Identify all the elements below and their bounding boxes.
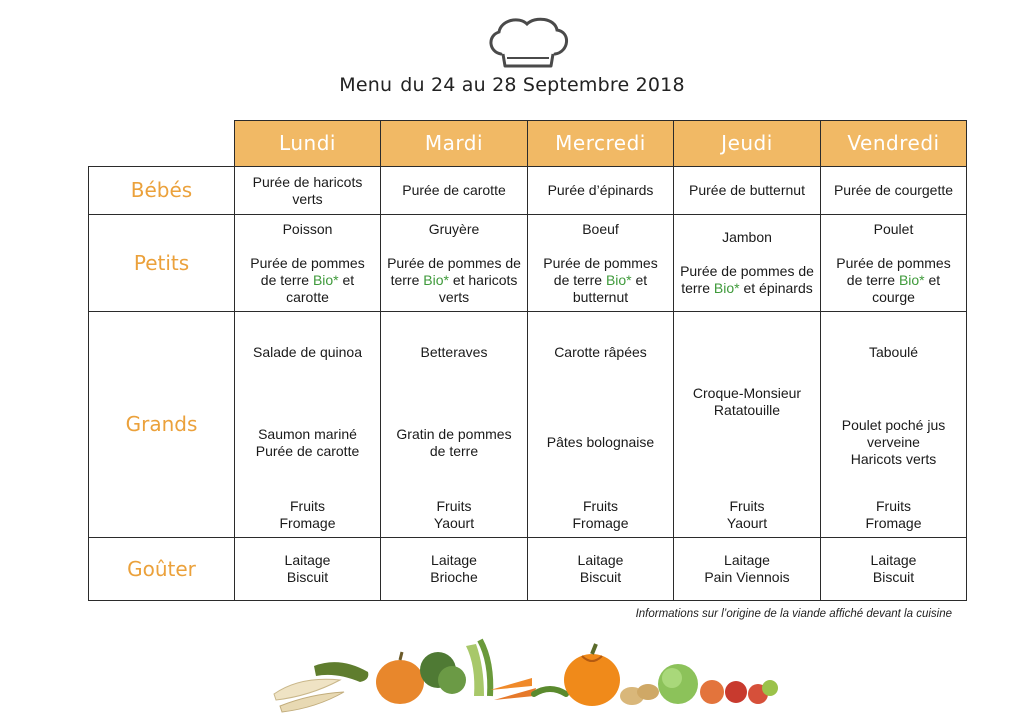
cell-gouter-mercredi <box>528 538 674 601</box>
gouter-item-2: Biscuit <box>872 569 915 585</box>
cell-bebes-lundi: Purée de haricots verts <box>235 167 381 215</box>
petits-puree: Purée de pommes de terre <box>387 254 521 288</box>
title-word: Menu <box>339 74 393 96</box>
cell-bebes-jeudi: Purée de butternut <box>674 167 821 215</box>
cell-grands-mercredi <box>528 312 674 538</box>
bio-label: Bio* <box>713 280 740 296</box>
grands-dessert-2: Fromage <box>572 515 629 531</box>
row-petits <box>89 215 967 312</box>
gouter-item: Laitage <box>431 552 477 568</box>
bio-label: Bio* <box>423 271 449 288</box>
gouter-item: Laitage <box>724 552 770 568</box>
row-label-petits: Petits <box>89 215 235 312</box>
gouter-item-2: Biscuit <box>286 569 329 585</box>
grands-dessert-2: Yaourt <box>726 515 768 531</box>
petits-puree-end: et butternut <box>572 271 648 305</box>
petits-main: Jambon <box>722 229 772 245</box>
petits-puree-end: et haricots verts <box>438 271 518 305</box>
cell-gouter-mardi <box>381 538 528 601</box>
cell-petits-jeudi <box>674 215 821 312</box>
grands-plat: Croque-Monsieur <box>692 385 802 401</box>
cell-petits-lundi <box>235 215 381 312</box>
cell-gouter-lundi <box>235 538 381 601</box>
grands-dessert-2: Fromage <box>865 515 922 531</box>
petits-main: Poisson <box>282 220 333 237</box>
cell-bebes-mardi: Purée de carotte <box>381 167 528 215</box>
row-label-gouter: Goûter <box>89 538 235 601</box>
row-grands <box>89 312 967 538</box>
vegetables-illustration <box>270 636 780 716</box>
petits-puree: Purée de pommes de terre <box>680 263 814 296</box>
row-bebes <box>89 167 967 215</box>
grands-dessert: Fruits <box>729 498 765 514</box>
grands-dessert: Fruits <box>436 498 472 514</box>
cell-grands-jeudi <box>674 312 821 538</box>
petits-puree-end: et courge <box>872 271 941 305</box>
row-gouter <box>89 538 967 601</box>
gouter-item: Laitage <box>284 552 331 568</box>
table-corner <box>89 121 235 167</box>
gouter-item: Laitage <box>577 552 624 568</box>
header-day-jeudi: Jeudi <box>674 121 821 167</box>
grands-plat: Pâtes bolognaise <box>546 434 655 450</box>
cell-bebes-mercredi: Purée d’épinards <box>528 167 674 215</box>
petits-puree-end: et épinards <box>743 280 813 296</box>
header-day-vendredi: Vendredi <box>821 121 967 167</box>
bio-label: Bio* <box>605 271 632 288</box>
cell-gouter-vendredi <box>821 538 967 601</box>
petits-puree-end: et carotte <box>286 271 355 305</box>
grands-entree: Carotte râpées <box>554 344 647 360</box>
grands-entree: Taboulé <box>868 344 919 360</box>
chef-hat-icon <box>485 14 571 70</box>
cell-grands-mardi <box>381 312 528 538</box>
grands-plat: Poulet poché jus verveine <box>841 417 946 450</box>
petits-puree: Purée de pommes de terre <box>836 254 951 288</box>
meat-origin-note: Informations sur l’origine de la viande affiché devant la cuisine <box>635 608 952 620</box>
grands-dessert: Fruits <box>876 498 911 514</box>
petits-puree: Purée de pommes de terre <box>250 254 365 288</box>
header-day-lundi: Lundi <box>235 121 381 167</box>
cell-petits-mardi <box>381 215 528 312</box>
header-day-mercredi: Mercredi <box>528 121 674 167</box>
cell-grands-vendredi <box>821 312 967 538</box>
grands-plat-2: Ratatouille <box>713 402 781 418</box>
grands-dessert-2: Fromage <box>279 515 336 531</box>
grands-plat-2: de terre <box>429 443 479 459</box>
grands-dessert: Fruits <box>290 498 325 514</box>
cell-gouter-jeudi <box>674 538 821 601</box>
grands-dessert-2: Yaourt <box>433 515 475 531</box>
grands-plat-2: Haricots verts <box>850 451 937 467</box>
menu-table <box>88 120 967 601</box>
petits-main: Poulet <box>873 220 914 237</box>
petits-main: Boeuf <box>582 220 619 237</box>
gouter-item-2: Biscuit <box>579 569 622 585</box>
grands-plat: Gratin de pommes <box>396 426 512 442</box>
header-day-mardi: Mardi <box>381 121 528 167</box>
grands-entree: Salade de quinoa <box>253 344 362 360</box>
grands-dessert: Fruits <box>583 498 618 514</box>
bio-label: Bio* <box>312 271 339 288</box>
grands-plat-2: Purée de carotte <box>255 443 360 459</box>
row-label-bebes: Bébés <box>89 167 235 215</box>
cell-bebes-vendredi: Purée de courgette <box>821 167 967 215</box>
cell-petits-mercredi <box>528 215 674 312</box>
gouter-item: Laitage <box>870 552 917 568</box>
page-title <box>0 74 1024 96</box>
gouter-item-2: Brioche <box>430 569 478 585</box>
grands-entree: Betteraves <box>420 344 488 360</box>
title-dates: du 24 au 28 Septembre 2018 <box>400 74 685 96</box>
grands-plat: Saumon mariné <box>258 426 357 442</box>
cell-grands-lundi <box>235 312 381 538</box>
gouter-item-2: Pain Viennois <box>704 569 790 585</box>
petits-main: Gruyère <box>428 220 480 237</box>
petits-puree: Purée de pommes de terre <box>543 254 658 288</box>
cell-petits-vendredi <box>821 215 967 312</box>
row-label-grands: Grands <box>89 312 235 538</box>
bio-label: Bio* <box>898 271 925 288</box>
